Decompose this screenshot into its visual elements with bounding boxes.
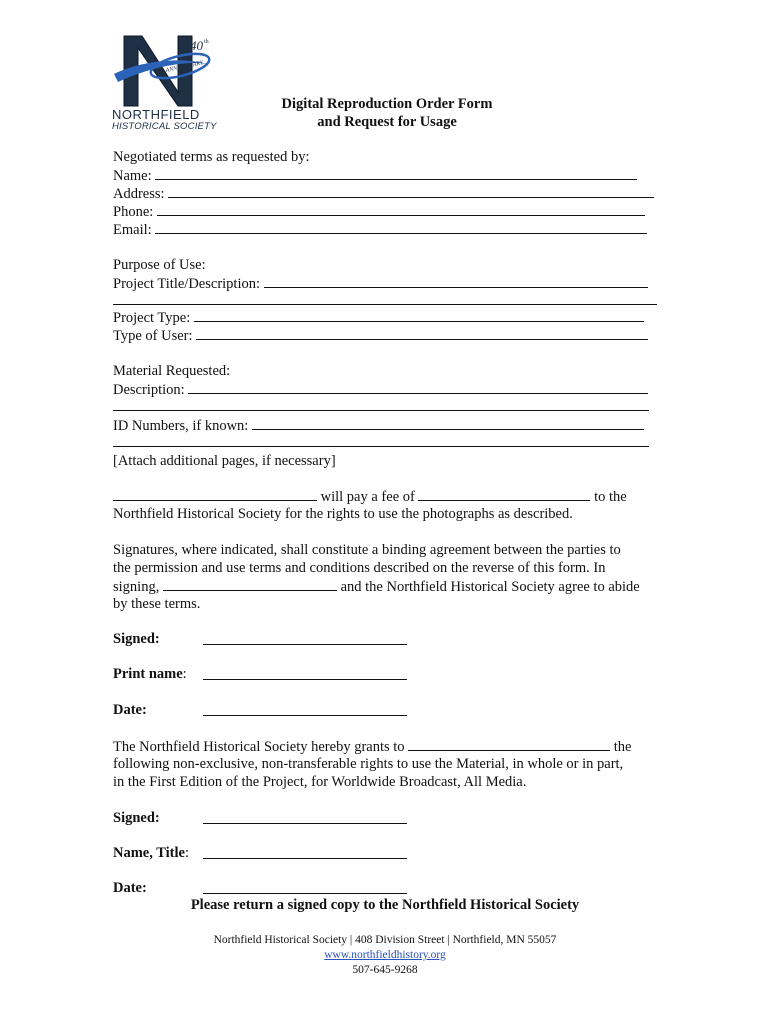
footer-address: Northfield Historical Society | 408 Division Street | Northfield, MN 55057 (213, 934, 557, 946)
name-title-label (113, 844, 203, 862)
purpose-heading: Purpose of Use: (113, 257, 206, 273)
form-title-line2: and Request for Usage (317, 114, 457, 130)
project-title-field[interactable] (264, 274, 648, 288)
type-of-user-label: Type of User: (113, 328, 193, 344)
signed-label-1: Signed: (113, 631, 160, 647)
footer-phone: 507-645-9268 (352, 964, 418, 976)
description-label: Description: (113, 382, 185, 398)
project-title-label: Project Title/Description: (113, 276, 261, 292)
footer-website-row (0, 948, 770, 963)
project-title-row (113, 274, 648, 293)
description-field-line2[interactable] (113, 410, 649, 411)
agreement-abide-text: and the Northfield Historical Society agree to abide (340, 579, 640, 595)
id-numbers-field[interactable] (252, 416, 644, 430)
attach-note: [Attach additional pages, if necessary] (113, 453, 336, 469)
address-row (113, 184, 654, 203)
id-numbers-field-line2[interactable] (113, 446, 649, 447)
logo-anniversary-text: ANNIVERSARY (165, 60, 204, 74)
logo-wordmark (112, 108, 220, 133)
date-row-2 (113, 879, 203, 897)
grant-text-2: the (613, 739, 632, 755)
name-title-field[interactable] (203, 858, 407, 859)
logo-anniversary-sup: th (204, 39, 209, 45)
fee-text-1: will pay a fee of (320, 489, 415, 505)
return-note: Please return a signed copy to the Northfield Historical Society (190, 897, 580, 913)
phone-label: Phone: (113, 204, 154, 220)
project-type-label: Project Type: (113, 310, 191, 326)
print-name-row (113, 665, 203, 683)
form-title-line1: Digital Reproduction Order Form (281, 96, 493, 112)
agreement-line2: the permission and use terms and conditions described on the reverse of this form. In (113, 560, 606, 576)
address-field[interactable] (168, 184, 654, 198)
material-heading: Material Requested: (113, 363, 231, 379)
grant-line1 (113, 737, 632, 756)
fee-text-2: to the (594, 489, 627, 505)
description-field[interactable] (188, 380, 648, 394)
signed-label-2: Signed: (113, 810, 160, 826)
print-name-colon: : (182, 666, 187, 682)
name-row (113, 166, 637, 185)
logo-line-northfield: NORTHFIELD (112, 107, 200, 122)
date-field-1[interactable] (203, 715, 407, 716)
name-title-colon: : (184, 845, 189, 861)
date-field-2[interactable] (203, 893, 407, 894)
agreement-line3 (113, 577, 640, 596)
name-label: Name: (113, 168, 152, 184)
form-title (230, 95, 544, 131)
print-name-label (113, 665, 203, 683)
id-numbers-label: ID Numbers, if known: (113, 418, 249, 434)
address-label: Address: (113, 186, 165, 202)
fee-amount-field[interactable] (418, 487, 590, 501)
date-label-2: Date: (113, 880, 147, 896)
email-field[interactable] (155, 220, 647, 234)
date-label-1: Date: (113, 702, 147, 718)
email-row (113, 220, 647, 239)
agreement-line4: by these terms. (113, 596, 201, 612)
agreement-signing-label: signing, (113, 579, 160, 595)
email-label: Email: (113, 222, 152, 238)
type-of-user-field[interactable] (196, 326, 648, 340)
name-field[interactable] (155, 166, 637, 180)
negotiated-intro: Negotiated terms as requested by: (113, 149, 310, 165)
logo-line-historical-society: HISTORICAL SOCIETY (112, 121, 217, 132)
project-type-field[interactable] (194, 308, 644, 322)
signature-field-2[interactable] (203, 823, 407, 824)
logo-anniversary-number: 40 (190, 38, 203, 53)
date-row-1 (113, 701, 203, 719)
fee-line2: Northfield Historical Society for the rights to use the photographs as described. (113, 506, 573, 522)
id-numbers-row (113, 416, 644, 435)
description-row (113, 380, 648, 399)
project-type-row (113, 308, 644, 327)
grant-line2: following non-exclusive, non-transferable rights to use the Material, in whole or in part, (113, 756, 624, 772)
grantee-field[interactable] (408, 737, 610, 751)
signing-party-field[interactable] (163, 577, 337, 591)
grant-line3: in the First Edition of the Project, for Worldwide Broadcast, All Media. (113, 774, 527, 790)
website-link[interactable]: www.northfieldhistory.org (324, 949, 446, 961)
print-name-text: Print name (113, 666, 183, 682)
agreement-line1: Signatures, where indicated, shall constitute a binding agreement between the parties to (113, 542, 621, 558)
signature-field-1[interactable] (203, 644, 407, 645)
project-title-field-line2[interactable] (113, 304, 657, 305)
name-title-text: Name, Title (113, 845, 185, 861)
phone-row (113, 202, 645, 221)
phone-field[interactable] (157, 202, 645, 216)
type-of-user-row (113, 326, 648, 345)
name-title-row (113, 844, 203, 862)
signed-row-2 (113, 809, 203, 827)
fee-row (113, 487, 627, 506)
signed-row-1 (113, 630, 203, 648)
print-name-field[interactable] (203, 679, 407, 680)
payer-field[interactable] (113, 487, 317, 501)
grant-text-1: The Northfield Historical Society hereby grants to (113, 739, 405, 755)
